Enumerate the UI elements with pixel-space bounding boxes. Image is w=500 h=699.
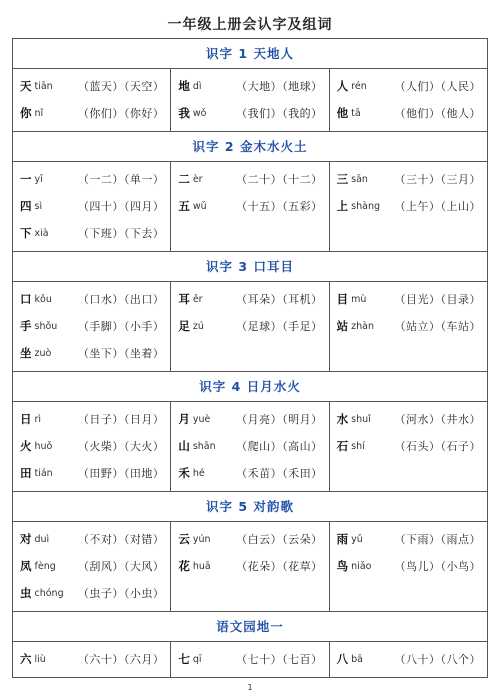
pinyin: shí <box>351 441 365 452</box>
character: 云 <box>178 532 190 546</box>
character: 地 <box>178 79 190 93</box>
pinyin: yuè <box>192 414 211 425</box>
pinyin: èr <box>192 174 203 185</box>
character-entry <box>20 193 164 220</box>
pinyin: zuò <box>34 348 52 359</box>
pinyin: rì <box>34 414 42 425</box>
character: 足 <box>178 319 190 333</box>
pinyin: rén <box>351 81 367 92</box>
section-body <box>13 402 487 492</box>
pinyin: shān <box>192 441 216 452</box>
word-compounds: （口水）（出口） <box>77 293 165 306</box>
word-compounds: （禾苗）（禾田） <box>236 467 323 480</box>
word-compounds: （石头）（石子） <box>394 440 481 453</box>
character: 鸟 <box>336 559 349 573</box>
word-compounds: （虫子）（小虫） <box>77 587 165 600</box>
character: 坐 <box>20 346 32 360</box>
section-column <box>170 282 328 371</box>
character: 石 <box>336 439 349 453</box>
character-entry <box>178 166 322 193</box>
word-compounds: （耳朵）（耳机） <box>236 293 323 306</box>
section-column <box>13 642 170 677</box>
character: 下 <box>20 226 32 240</box>
word-compounds: （足球）（手足） <box>236 320 323 333</box>
character-entry <box>20 460 164 487</box>
section-heading: 识字 2 金木水火土 <box>13 132 487 162</box>
pinyin: fèng <box>34 561 56 572</box>
pinyin: shǒu <box>34 321 58 332</box>
word-compounds: （月亮）（明月） <box>236 413 323 426</box>
section-column <box>13 522 170 611</box>
pinyin: zú <box>192 321 204 332</box>
document-title: 一年级上册会认字及组词 <box>167 17 333 33</box>
section-column <box>13 69 170 131</box>
character-entry <box>337 553 481 580</box>
character: 山 <box>178 439 190 453</box>
character: 上 <box>336 199 349 213</box>
word-compounds: （四十）（四月） <box>77 200 165 213</box>
word-compounds: （人们）（人民） <box>394 80 481 93</box>
section-column <box>170 162 328 251</box>
pinyin: tiān <box>34 81 53 92</box>
word-compounds: （站立）（车站） <box>394 320 481 333</box>
pinyin: xià <box>34 228 49 239</box>
pinyin: huā <box>192 561 211 572</box>
word-compounds: （大地）（地球） <box>236 80 323 93</box>
character: 一 <box>20 172 32 186</box>
word-compounds: （河水）（井水） <box>394 413 481 426</box>
character: 站 <box>336 319 349 333</box>
character-entry <box>337 100 481 127</box>
character: 雨 <box>336 532 349 546</box>
word-compounds: （一二）（单一） <box>77 173 165 186</box>
section-body <box>13 162 487 252</box>
word-compounds: （田野）（田地） <box>77 467 165 480</box>
section-heading: 识字 5 对韵歌 <box>13 492 487 522</box>
section-heading: 识字 1 天地人 <box>13 39 487 69</box>
pinyin: niǎo <box>351 561 372 572</box>
word-compounds: （十五）（五彩） <box>236 200 323 213</box>
word-compounds: （八十）（八个） <box>394 653 481 666</box>
pinyin: shàng <box>351 201 380 212</box>
pinyin: zhàn <box>351 321 375 332</box>
character: 月 <box>178 412 190 426</box>
character-entry <box>20 220 164 247</box>
character-entry <box>20 526 164 553</box>
character-entry <box>178 646 322 673</box>
character-entry <box>178 553 322 580</box>
character-entry <box>20 100 164 127</box>
character-entry <box>337 313 481 340</box>
word-compounds: （手脚）（小手） <box>77 320 165 333</box>
character-entry <box>20 73 164 100</box>
section-column <box>329 69 487 131</box>
pinyin: yún <box>192 534 211 545</box>
pinyin: wǔ <box>192 201 207 212</box>
word-compounds: （坐下）（坐着） <box>77 347 165 360</box>
pinyin: tián <box>34 468 53 479</box>
character: 水 <box>336 412 349 426</box>
character: 天 <box>20 79 32 93</box>
word-compounds: （二十）（十二） <box>236 173 323 186</box>
pinyin: sān <box>351 174 368 185</box>
character-entry <box>20 313 164 340</box>
section-column <box>329 402 487 491</box>
page-number: 1 <box>247 683 253 692</box>
section-column <box>13 162 170 251</box>
character: 目 <box>336 292 349 306</box>
word-compounds: （目光）（目录） <box>394 293 481 306</box>
character: 四 <box>20 199 32 213</box>
character-entry <box>337 193 481 220</box>
word-compounds: （日子）（日月） <box>77 413 165 426</box>
pinyin: sì <box>34 201 43 212</box>
character-entry <box>337 286 481 313</box>
character-entry <box>337 406 481 433</box>
character: 二 <box>178 172 190 186</box>
character-entry <box>337 526 481 553</box>
character: 花 <box>178 559 190 573</box>
section-column <box>329 162 487 251</box>
pinyin: yī <box>34 174 43 185</box>
character: 耳 <box>178 292 190 306</box>
word-compounds: （七十）（七百） <box>236 653 323 666</box>
section-column <box>329 642 487 677</box>
word-compounds: （蓝天）（天空） <box>77 80 165 93</box>
character: 人 <box>336 79 349 93</box>
character: 六 <box>20 652 32 666</box>
pinyin: chóng <box>34 588 64 599</box>
character: 虫 <box>20 586 32 600</box>
word-compounds: （爬山）（高山） <box>236 440 323 453</box>
character-entry <box>178 460 322 487</box>
section-column <box>170 69 328 131</box>
section-column <box>13 402 170 491</box>
pinyin: bā <box>351 654 364 665</box>
section-body <box>13 282 487 372</box>
pinyin: mù <box>351 294 367 305</box>
section-heading: 识字 3 口耳目 <box>13 252 487 282</box>
word-compounds: （你们）（你好） <box>77 107 165 120</box>
character: 他 <box>336 106 349 120</box>
word-compounds: （上午）（上山） <box>394 200 481 213</box>
pinyin: nǐ <box>34 108 44 119</box>
pinyin: yǔ <box>351 534 363 545</box>
character: 八 <box>336 652 349 666</box>
character-entry <box>20 286 164 313</box>
pinyin: shuǐ <box>351 414 371 425</box>
character: 七 <box>178 652 190 666</box>
character: 我 <box>178 106 190 120</box>
pinyin: hé <box>192 468 205 479</box>
character: 五 <box>178 199 190 213</box>
character-entry <box>20 553 164 580</box>
character: 禾 <box>178 466 190 480</box>
character-entry <box>178 193 322 220</box>
character-entry <box>20 580 164 607</box>
word-compounds: （他们）（他人） <box>394 107 481 120</box>
character: 你 <box>20 106 32 120</box>
section-column <box>13 282 170 371</box>
character-entry <box>20 406 164 433</box>
character-entry <box>337 646 481 673</box>
pinyin: ěr <box>192 294 203 305</box>
pinyin: qī <box>192 654 202 665</box>
character: 火 <box>20 439 32 453</box>
character: 三 <box>336 172 349 186</box>
pinyin: dì <box>192 81 202 92</box>
word-compounds: （鸟儿）（小鸟） <box>394 560 481 573</box>
word-compounds: （不对）（对错） <box>77 533 165 546</box>
section-column <box>329 522 487 611</box>
character-entry <box>20 340 164 367</box>
section-column <box>170 522 328 611</box>
section-heading: 识字 4 日月水火 <box>13 372 487 402</box>
section-column <box>170 402 328 491</box>
character: 对 <box>20 532 32 546</box>
character-entry <box>337 166 481 193</box>
character: 凤 <box>20 559 32 573</box>
section-column <box>170 642 328 677</box>
word-compounds: （刮风）（大风） <box>77 560 165 573</box>
word-compounds: （火柴）（大火） <box>77 440 165 453</box>
word-compounds: （下班）（下去） <box>77 227 165 240</box>
word-compounds: （三十）（三月） <box>394 173 481 186</box>
vocabulary-table <box>12 38 488 678</box>
character: 日 <box>20 412 32 426</box>
section-body <box>13 642 487 677</box>
character-entry <box>178 433 322 460</box>
pinyin: tā <box>351 108 361 119</box>
character-entry <box>178 406 322 433</box>
pinyin: kǒu <box>34 294 52 305</box>
word-compounds: （六十）（六月） <box>77 653 165 666</box>
word-compounds: （花朵）（花草） <box>236 560 323 573</box>
section-body <box>13 69 487 132</box>
character-entry <box>178 100 322 127</box>
character-entry <box>337 433 481 460</box>
character: 田 <box>20 466 32 480</box>
section-body <box>13 522 487 612</box>
character: 口 <box>20 292 32 306</box>
word-compounds: （下雨）（雨点） <box>394 533 481 546</box>
character-entry <box>20 646 164 673</box>
character-entry <box>178 313 322 340</box>
character-entry <box>337 73 481 100</box>
character-entry <box>178 526 322 553</box>
character-entry <box>178 73 322 100</box>
pinyin: duì <box>34 534 50 545</box>
word-compounds: （白云）（云朵） <box>236 533 323 546</box>
section-heading: 语文园地一 <box>13 612 487 642</box>
pinyin: wǒ <box>192 108 207 119</box>
character-entry <box>178 286 322 313</box>
character: 手 <box>20 319 32 333</box>
character-entry <box>20 433 164 460</box>
pinyin: liù <box>34 654 46 665</box>
word-compounds: （我们）（我的） <box>236 107 323 120</box>
pinyin: huǒ <box>34 441 53 452</box>
character-entry <box>20 166 164 193</box>
section-column <box>329 282 487 371</box>
